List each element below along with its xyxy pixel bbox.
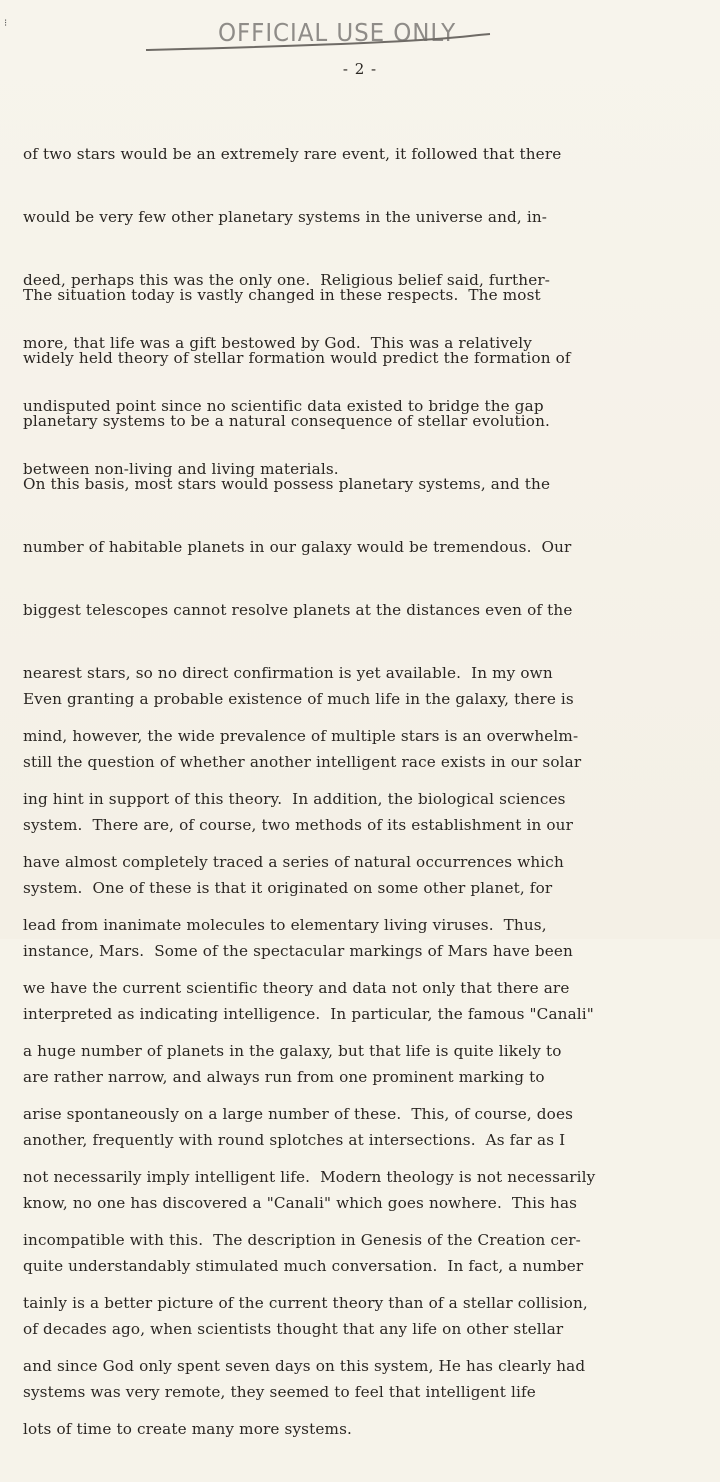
text-line: system. One of these is that it originated on some other planet, for (23, 879, 553, 897)
text-line: incompatible with this. The description in Genesis of the Creation cer- (23, 1231, 581, 1249)
text-line: On this basis, most stars would possess planetary systems, and the (23, 475, 551, 493)
text-line: undisputed point since no scientific data existed to bridge the gap (23, 397, 544, 415)
text-line: nearest stars, so no direct confirmation is yet available. In my own (23, 664, 553, 682)
paragraph-3 (23, 647, 713, 1445)
text-line: have almost completely traced a series of natural occurrences which (23, 853, 564, 871)
text-line: biggest telescopes cannot resolve planets at the distances even of the (23, 601, 573, 619)
classification-stamp: OFFICIAL USE ONLY (218, 18, 457, 47)
text-line: another, frequently with round splotches at intersections. As far as I (23, 1131, 566, 1149)
text-line: deed, perhaps this was the only one. Religious belief said, further- (23, 271, 551, 289)
text-line: of decades ago, when scientists thought that any life on other stellar (23, 1320, 564, 1338)
text-line: still the question of whether another intelligent race exists in our solar (23, 753, 582, 771)
text-line: instance, Mars. Some of the spectacular markings of Mars have been (23, 942, 573, 960)
text-line: widely held theory of stellar formation would predict the formation of (23, 349, 571, 367)
text-line: lead from inanimate molecules to elementary living viruses. Thus, (23, 916, 547, 934)
text-line: we have the current scientific theory and data not only that there are (23, 979, 570, 997)
text-line: number of habitable planets in our galaxy would be tremendous. Our (23, 538, 572, 556)
margin-mark: ⁝ (4, 18, 8, 29)
text-line: arise spontaneously on a large number of these. This, of course, does (23, 1105, 574, 1123)
text-line: would be very few other planetary systems in the universe and, in- (23, 208, 548, 226)
text-line: not necessarily imply intelligent life. Modern theology is not necessarily (23, 1168, 596, 1186)
text-line: mind, however, the wide prevalence of multiple stars is an overwhelm- (23, 727, 579, 745)
text-line: more, that life was a gift bestowed by God. This was a relatively (23, 334, 533, 352)
text-line: Even granting a probable existence of much life in the galaxy, there is (23, 690, 574, 708)
text-line: tainly is a better picture of the current theory than of a stellar collision, (23, 1294, 588, 1312)
text-line: lots of time to create many more systems. (23, 1420, 352, 1438)
text-line: between non-living and living materials. (23, 460, 339, 478)
text-line: The situation today is vastly changed in these respects. The most (23, 286, 541, 304)
text-line: ing hint in support of this theory. In addition, the biological sciences (23, 790, 566, 808)
text-line: interpreted as indicating intelligence. In particular, the famous "Canali" (23, 1005, 594, 1023)
text-line: are rather narrow, and always run from one prominent marking to (23, 1068, 545, 1086)
stamp-strikethrough (144, 32, 494, 56)
text-line: planetary systems to be a natural consequence of stellar evolution. (23, 412, 550, 430)
text-line: system. There are, of course, two methods of its establishment in our (23, 816, 574, 834)
text-line: know, no one has discovered a "Canali" which goes nowhere. This has (23, 1194, 578, 1212)
page-number: - 2 - (342, 60, 378, 78)
text-line: systems was very remote, they seemed to feel that intelligent life (23, 1383, 536, 1401)
text-line: and since God only spent seven days on this system, He has clearly had (23, 1357, 586, 1375)
text-line: of two stars would be an extremely rare event, it followed that there (23, 145, 562, 163)
text-line: a huge number of planets in the galaxy, but that life is quite likely to (23, 1042, 562, 1060)
text-line: quite understandably stimulated much conversation. In fact, a number (23, 1257, 584, 1275)
